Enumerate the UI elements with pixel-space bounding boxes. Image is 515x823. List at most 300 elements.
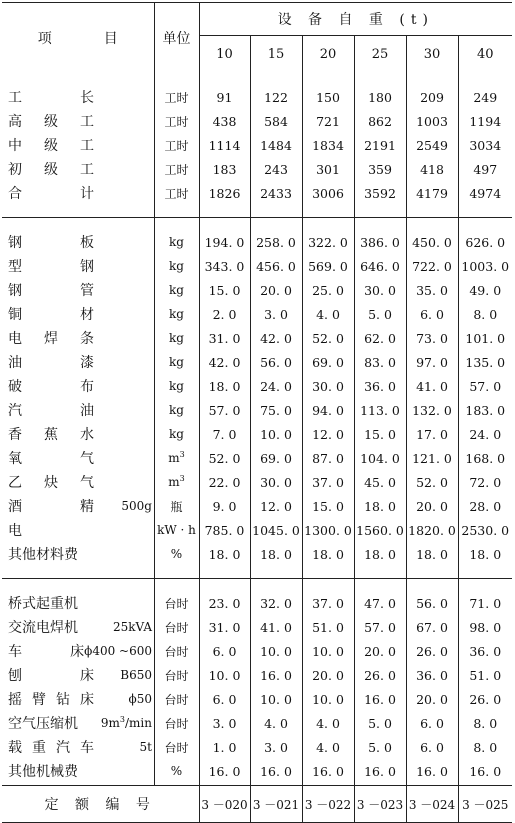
value-cell: 4. 0 [302, 302, 354, 326]
item-name: 工 长 [8, 90, 94, 106]
item-name: 车 床 [8, 644, 85, 660]
value-cell: 56. 0 [250, 350, 302, 374]
item-name-cell [2, 639, 154, 663]
item-unit: 工时 [154, 181, 199, 205]
item-name-cell [2, 302, 154, 326]
item-spec: $9m^3/\min$ [100, 715, 152, 730]
spacer-cell [406, 579, 458, 592]
value-cell: 1820. 0 [406, 518, 458, 542]
spacer-cell [354, 579, 406, 592]
item-name-cell [2, 663, 154, 687]
value-cell: 18. 0 [302, 542, 354, 566]
value-cell: 10. 0 [250, 639, 302, 663]
value-cell: 5. 0 [354, 302, 406, 326]
value-cell: 4. 0 [302, 735, 354, 759]
value-cell: 249 [458, 85, 512, 109]
value-cell: 23. 0 [199, 591, 250, 615]
header-weight-col: 20 [302, 36, 354, 73]
spacer-cell [2, 73, 154, 85]
item-unit: 台时 [154, 663, 199, 687]
value-cell: 26. 0 [406, 639, 458, 663]
value-cell: 6. 0 [199, 639, 250, 663]
quota-code: 3 －023 [354, 786, 406, 823]
table-row [2, 615, 512, 639]
table-row [2, 374, 512, 398]
item-name-cell [2, 591, 154, 615]
item-name-cell [2, 133, 154, 157]
table-row [2, 133, 512, 157]
spacer-cell [406, 218, 458, 231]
item-name: 乙 炔 气 [8, 475, 94, 491]
value-cell: 18. 0 [406, 542, 458, 566]
value-cell: 47. 0 [354, 591, 406, 615]
value-cell: 359 [354, 157, 406, 181]
item-unit: 工时 [154, 85, 199, 109]
spacer-cell [199, 579, 250, 592]
spacer-cell [250, 73, 302, 85]
item-unit: kg [154, 326, 199, 350]
value-cell: 26. 0 [354, 663, 406, 687]
value-cell: 49. 0 [458, 278, 512, 302]
item-name: 电 焊 条 [8, 331, 94, 347]
value-cell: 15. 0 [354, 422, 406, 446]
item-spec: 25kVA [112, 620, 152, 634]
spacer-cell [354, 566, 406, 579]
value-cell: 101. 0 [458, 326, 512, 350]
item-name-cell [2, 157, 154, 181]
spacer-cell [458, 218, 512, 231]
item-unit: 工时 [154, 109, 199, 133]
table-row [2, 494, 512, 518]
value-cell: 98. 0 [458, 615, 512, 639]
value-cell: 438 [199, 109, 250, 133]
value-cell: 10. 0 [199, 663, 250, 687]
value-cell: 35. 0 [406, 278, 458, 302]
value-cell: 209 [406, 85, 458, 109]
value-cell: 646. 0 [354, 254, 406, 278]
value-cell: 18. 0 [354, 542, 406, 566]
value-cell: 52. 0 [406, 470, 458, 494]
value-cell: 24. 0 [250, 374, 302, 398]
item-name: 中 级 工 [8, 138, 94, 154]
value-cell: 113. 0 [354, 398, 406, 422]
item-name: 高 级 工 [8, 114, 94, 130]
item-name: 铜 材 [8, 307, 94, 323]
item-name: 油 漆 [8, 355, 94, 371]
header-unit: 单位 [154, 3, 199, 74]
spacer-cell [199, 566, 250, 579]
value-cell: 91 [199, 85, 250, 109]
item-unit: % [154, 759, 199, 783]
value-cell: 1484 [250, 133, 302, 157]
value-cell: 1003. 0 [458, 254, 512, 278]
quota-code: 3 －021 [250, 786, 302, 823]
item-unit: 台时 [154, 639, 199, 663]
item-spec: B650 [120, 668, 152, 682]
value-cell: 8. 0 [458, 302, 512, 326]
value-cell: 3. 0 [250, 302, 302, 326]
item-unit: $m^3$ [154, 446, 199, 470]
item-unit: kg [154, 302, 199, 326]
header-weight-col: 10 [199, 36, 250, 73]
value-cell: 18. 0 [354, 494, 406, 518]
table-row [2, 542, 512, 566]
value-cell: 73. 0 [406, 326, 458, 350]
value-cell: 18. 0 [199, 374, 250, 398]
item-name-cell [2, 326, 154, 350]
value-cell: 785. 0 [199, 518, 250, 542]
value-cell: 57. 0 [199, 398, 250, 422]
value-cell: 57. 0 [354, 615, 406, 639]
spacer-cell [458, 205, 512, 218]
value-cell: 3592 [354, 181, 406, 205]
value-cell: 71. 0 [458, 591, 512, 615]
value-cell: 26. 0 [458, 687, 512, 711]
value-cell: 7. 0 [199, 422, 250, 446]
value-cell: 16. 0 [250, 759, 302, 783]
quota-code-label: 定 额 编 号 [2, 786, 199, 823]
item-name: 其他机械费 [8, 764, 78, 780]
item-unit: kg [154, 398, 199, 422]
item-name-cell [2, 735, 154, 759]
value-cell: 6. 0 [406, 711, 458, 735]
header-project-char2: 目 [103, 31, 118, 47]
table-row [2, 302, 512, 326]
spacer-cell [154, 205, 199, 218]
value-cell: 51. 0 [302, 615, 354, 639]
value-cell: 450. 0 [406, 230, 458, 254]
item-name-cell [2, 374, 154, 398]
item-unit: 工时 [154, 133, 199, 157]
value-cell: 36. 0 [458, 639, 512, 663]
value-cell: 10. 0 [250, 422, 302, 446]
table-row [2, 735, 512, 759]
value-cell: 5. 0 [354, 735, 406, 759]
item-name: 初 级 工 [8, 162, 94, 178]
item-name: 桥式起重机 [8, 596, 78, 612]
quota-code: 3 －022 [302, 786, 354, 823]
value-cell: 25. 0 [302, 278, 354, 302]
item-name: 合 计 [8, 186, 94, 202]
value-cell: 10. 0 [250, 687, 302, 711]
item-name-cell [2, 470, 154, 494]
value-cell: 16. 0 [250, 663, 302, 687]
value-cell: 194. 0 [199, 230, 250, 254]
value-cell: 497 [458, 157, 512, 181]
value-cell: 31. 0 [199, 326, 250, 350]
value-cell: 51. 0 [458, 663, 512, 687]
value-cell: 132. 0 [406, 398, 458, 422]
value-cell: 62. 0 [354, 326, 406, 350]
value-cell: 2549 [406, 133, 458, 157]
value-cell: 42. 0 [250, 326, 302, 350]
table-row [2, 157, 512, 181]
value-cell: 18. 0 [250, 542, 302, 566]
item-name-cell [2, 230, 154, 254]
value-cell: 121. 0 [406, 446, 458, 470]
value-cell: 52. 0 [302, 326, 354, 350]
value-cell: 722. 0 [406, 254, 458, 278]
value-cell: 83. 0 [354, 350, 406, 374]
value-cell: 1114 [199, 133, 250, 157]
table-row [2, 711, 512, 735]
item-unit: 台时 [154, 687, 199, 711]
item-unit: kg [154, 254, 199, 278]
spacer-cell [302, 218, 354, 231]
value-cell: 6. 0 [406, 735, 458, 759]
value-cell: 30. 0 [302, 374, 354, 398]
value-cell: 3. 0 [250, 735, 302, 759]
item-unit: % [154, 542, 199, 566]
item-name: 型 钢 [8, 259, 94, 275]
item-name-cell [2, 518, 154, 542]
item-name-cell [2, 542, 154, 566]
value-cell: 4179 [406, 181, 458, 205]
table-row [2, 181, 512, 205]
item-name: 氧 气 [8, 451, 94, 467]
value-cell: 30. 0 [250, 470, 302, 494]
header-weight-col: 25 [354, 36, 406, 73]
item-name-cell [2, 109, 154, 133]
value-cell: 1. 0 [199, 735, 250, 759]
value-cell: 32. 0 [250, 591, 302, 615]
value-cell: 4. 0 [250, 711, 302, 735]
item-unit: 台时 [154, 615, 199, 639]
value-cell: 168. 0 [458, 446, 512, 470]
value-cell: 45. 0 [354, 470, 406, 494]
table-row [2, 398, 512, 422]
spacer-cell [250, 218, 302, 231]
value-cell: 20. 0 [406, 687, 458, 711]
item-name: 摇 臂 钻 床 [8, 692, 94, 708]
table-row [2, 350, 512, 374]
spacer-cell [2, 218, 154, 231]
item-unit: kg [154, 374, 199, 398]
value-cell: 67. 0 [406, 615, 458, 639]
item-spec: 500g [121, 499, 152, 513]
item-name-cell [2, 278, 154, 302]
quota-table [2, 2, 512, 823]
table-row [2, 687, 512, 711]
item-name-cell [2, 446, 154, 470]
value-cell: 41. 0 [406, 374, 458, 398]
quota-code: 3 －025 [458, 786, 512, 823]
table-row [2, 326, 512, 350]
item-unit: kW · h [154, 518, 199, 542]
value-cell: 721 [302, 109, 354, 133]
item-name: 酒 精 [8, 499, 94, 515]
value-cell: 2. 0 [199, 302, 250, 326]
value-cell: 104. 0 [354, 446, 406, 470]
value-cell: 12. 0 [250, 494, 302, 518]
value-cell: 322. 0 [302, 230, 354, 254]
value-cell: 183 [199, 157, 250, 181]
header-weight-col: 15 [250, 36, 302, 73]
value-cell: 150 [302, 85, 354, 109]
spacer-cell [154, 566, 199, 579]
value-cell: 456. 0 [250, 254, 302, 278]
item-name-cell [2, 422, 154, 446]
item-name-cell [2, 85, 154, 109]
item-spec: 5t [139, 740, 152, 754]
value-cell: 386. 0 [354, 230, 406, 254]
item-name-cell [2, 494, 154, 518]
value-cell: 28. 0 [458, 494, 512, 518]
value-cell: 258. 0 [250, 230, 302, 254]
table-row [2, 639, 512, 663]
value-cell: 12. 0 [302, 422, 354, 446]
spacer-cell [354, 218, 406, 231]
value-cell: 183. 0 [458, 398, 512, 422]
table-row [2, 759, 512, 783]
value-cell: 1194 [458, 109, 512, 133]
spacer-cell [2, 205, 154, 218]
table-row [2, 85, 512, 109]
value-cell: 418 [406, 157, 458, 181]
value-cell: 8. 0 [458, 711, 512, 735]
item-name: 电 [8, 523, 22, 539]
value-cell: 1834 [302, 133, 354, 157]
item-spec: ϕ50 [128, 692, 152, 706]
item-name: 空气压缩机 [8, 716, 78, 732]
value-cell: 30. 0 [354, 278, 406, 302]
table-row [2, 230, 512, 254]
spacer-cell [199, 73, 250, 85]
value-cell: 2433 [250, 181, 302, 205]
quota-code-row [2, 786, 512, 823]
value-cell: 180 [354, 85, 406, 109]
value-cell: 20. 0 [250, 278, 302, 302]
value-cell: 6. 0 [199, 687, 250, 711]
value-cell: 18. 0 [458, 542, 512, 566]
value-cell: 16. 0 [354, 759, 406, 783]
value-cell: 10. 0 [302, 687, 354, 711]
table-row [2, 663, 512, 687]
item-unit: 瓶 [154, 494, 199, 518]
spacer-cell [406, 73, 458, 85]
spacer-cell [302, 566, 354, 579]
spacer-cell [250, 579, 302, 592]
item-unit: 台时 [154, 591, 199, 615]
value-cell: 15. 0 [199, 278, 250, 302]
header-project-char1: 项 [37, 31, 52, 47]
item-unit: kg [154, 422, 199, 446]
item-name-cell [2, 350, 154, 374]
value-cell: 1560. 0 [354, 518, 406, 542]
item-unit: 台时 [154, 711, 199, 735]
spacer-cell [406, 566, 458, 579]
item-name-cell [2, 181, 154, 205]
value-cell: 36. 0 [354, 374, 406, 398]
item-name: 破 布 [8, 379, 94, 395]
table-row [2, 446, 512, 470]
item-unit: kg [154, 278, 199, 302]
value-cell: 16. 0 [406, 759, 458, 783]
value-cell: 75. 0 [250, 398, 302, 422]
item-name-cell [2, 615, 154, 639]
value-cell: 584 [250, 109, 302, 133]
value-cell: 3006 [302, 181, 354, 205]
item-name-cell [2, 398, 154, 422]
quota-code: 3 －024 [406, 786, 458, 823]
item-name-cell [2, 711, 154, 735]
quota-code: 3 －020 [199, 786, 250, 823]
value-cell: 135. 0 [458, 350, 512, 374]
item-name: 钢 板 [8, 235, 94, 251]
header-weight-title: 设 备 自 重 (t) [199, 3, 512, 36]
spacer-cell [406, 205, 458, 218]
value-cell: 56. 0 [406, 591, 458, 615]
spacer-cell [302, 73, 354, 85]
table-row [2, 518, 512, 542]
value-cell: 16. 0 [199, 759, 250, 783]
value-cell: 97. 0 [406, 350, 458, 374]
value-cell: 4974 [458, 181, 512, 205]
value-cell: 4. 0 [302, 711, 354, 735]
spacer-cell [302, 205, 354, 218]
value-cell: 37. 0 [302, 591, 354, 615]
value-cell: 69. 0 [302, 350, 354, 374]
spacer-cell [199, 205, 250, 218]
value-cell: 3. 0 [199, 711, 250, 735]
value-cell: 9. 0 [199, 494, 250, 518]
header-weight-col: 30 [406, 36, 458, 73]
value-cell: 20. 0 [302, 663, 354, 687]
value-cell: 1045. 0 [250, 518, 302, 542]
value-cell: 2530. 0 [458, 518, 512, 542]
spacer-cell [458, 73, 512, 85]
spacer-cell [154, 73, 199, 85]
value-cell: 57. 0 [458, 374, 512, 398]
item-unit: kg [154, 350, 199, 374]
value-cell: 243 [250, 157, 302, 181]
value-cell: 41. 0 [250, 615, 302, 639]
value-cell: 69. 0 [250, 446, 302, 470]
value-cell: 20. 0 [406, 494, 458, 518]
value-cell: 569. 0 [302, 254, 354, 278]
value-cell: 301 [302, 157, 354, 181]
value-cell: 42. 0 [199, 350, 250, 374]
table-row [2, 254, 512, 278]
value-cell: 18. 0 [199, 542, 250, 566]
item-name-cell [2, 759, 154, 783]
spacer-cell [2, 579, 154, 592]
value-cell: 72. 0 [458, 470, 512, 494]
spacer-cell [302, 579, 354, 592]
value-cell: 6. 0 [406, 302, 458, 326]
value-cell: 3034 [458, 133, 512, 157]
item-unit: 台时 [154, 735, 199, 759]
value-cell: 20. 0 [354, 639, 406, 663]
item-name: 钢 管 [8, 283, 94, 299]
spacer-cell [2, 566, 154, 579]
item-name-cell [2, 687, 154, 711]
value-cell: 8. 0 [458, 735, 512, 759]
value-cell: 37. 0 [302, 470, 354, 494]
header-project [2, 3, 154, 74]
item-name: 交流电焊机 [8, 620, 78, 636]
header-weight-col: 40 [458, 36, 512, 73]
value-cell: 122 [250, 85, 302, 109]
spacer-cell [154, 218, 199, 231]
value-cell: 2191 [354, 133, 406, 157]
value-cell: 1300. 0 [302, 518, 354, 542]
value-cell: 862 [354, 109, 406, 133]
value-cell: 31. 0 [199, 615, 250, 639]
value-cell: 343. 0 [199, 254, 250, 278]
value-cell: 626. 0 [458, 230, 512, 254]
value-cell: 22. 0 [199, 470, 250, 494]
